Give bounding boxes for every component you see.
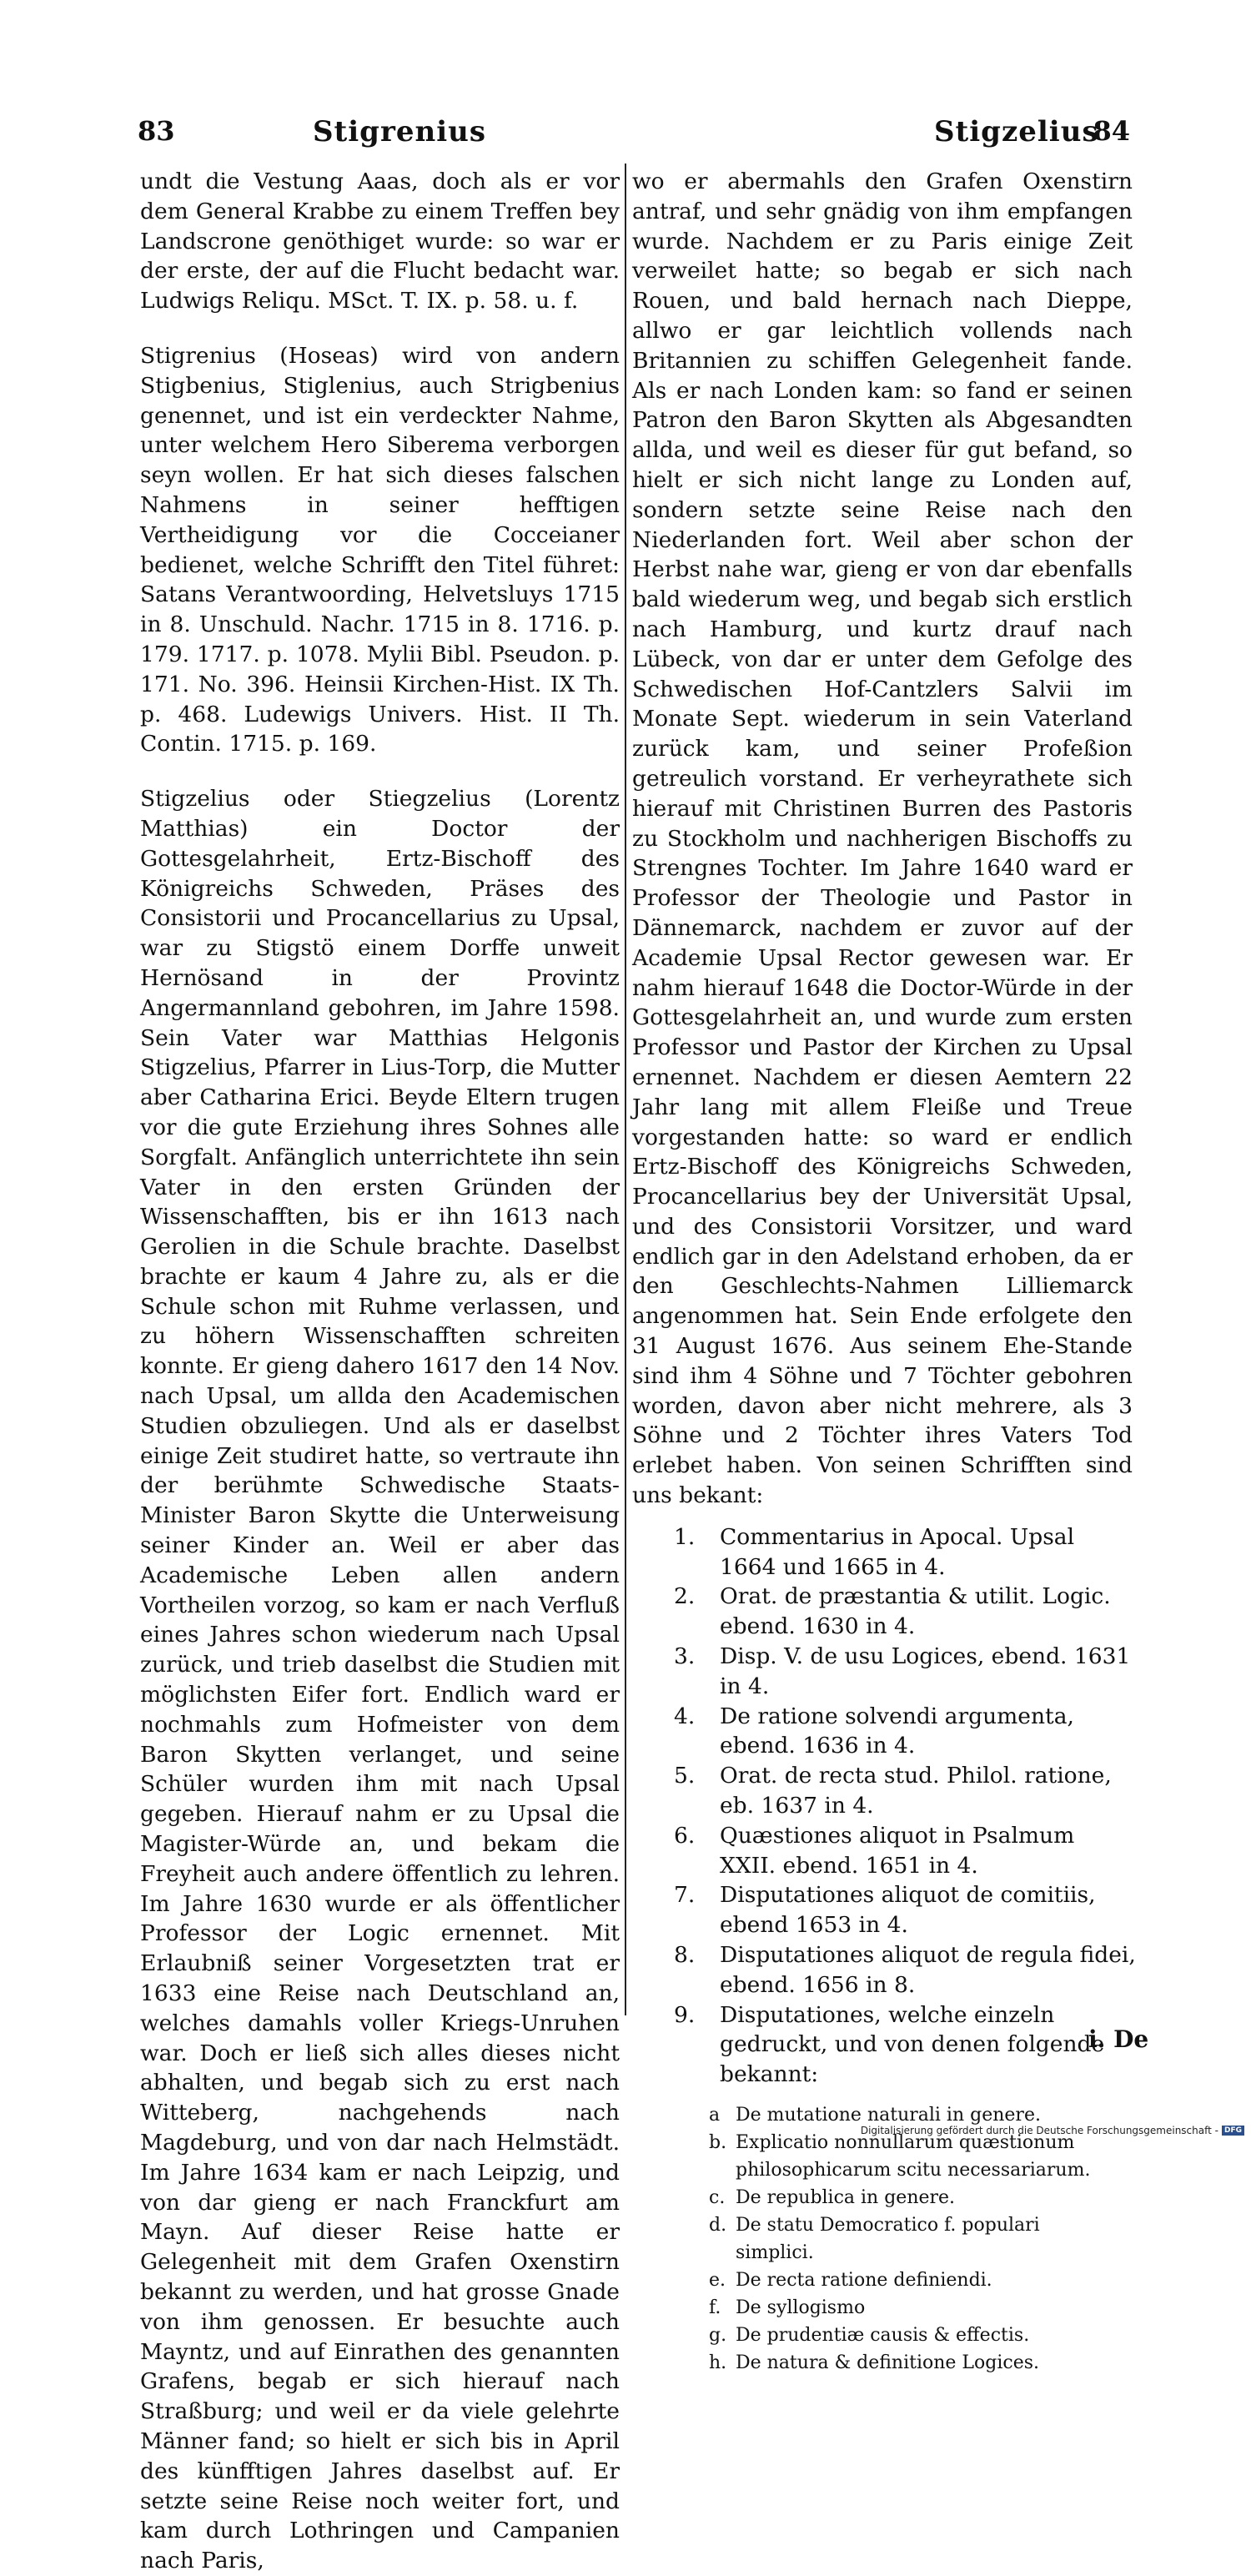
dfg-logo: DFG: [1222, 2126, 1244, 2136]
credit-text: Digitalisierung gefördert durch die Deutsche Forschungsgemeinschaft -: [860, 2125, 1218, 2136]
digitization-credit: [861, 2125, 1244, 2136]
list-item: [674, 1582, 1137, 1642]
item-number: 2.: [674, 1583, 696, 1610]
sub-item-letter: h.: [709, 2352, 727, 2373]
list-item: [674, 1880, 1137, 1940]
item-text: De ratione solvendi argumenta, ebend. 1636 in 4.: [720, 1703, 1074, 1759]
list-item: [674, 1702, 1137, 1762]
left-running-title: Stigrenius: [313, 115, 486, 148]
sub-item-text: De mutatione naturali in genere.: [736, 2105, 1041, 2126]
sub-item-text: De natura & definitione Logices.: [736, 2352, 1040, 2373]
item-text: Disputationes, welche einzeln gedruckt, und von denen folgende bekannt:: [720, 2001, 1105, 2088]
sub-list-item: [709, 2349, 1101, 2377]
left-column: [140, 167, 620, 2576]
item-number: 8.: [674, 1942, 696, 1969]
entry-stigrenius: Stigrenius (Hoseas) wird von andern Stigbenius, Stiglenius, auch Strigbenius genennet, und ist ein verdeckter Nahme, unter welchem Hero Siberema verborgen seyn wollen. Er hat sich dieses falschen Nahmens in seiner hefftigen Vertheidigung vor die Cocceianer bedienet, welche Schrifft den Titel führet: Satans Verantwoording, Helvetsluys 1715 in 8. Unschuld. Nachr. 1715 in 8. 1716. p. 179. 1717. p. 1078. Mylii Bibl. Pseudon. p. 171. No. 396. Heinsii Kirchen-Hist. IX Th. p. 468. Ludewigs Univers. Hist. II Th. Contin. 1715. p. 169.: [140, 342, 620, 757]
sub-item-text: De prudentiæ causis & effectis.: [736, 2325, 1030, 2346]
item-text: Disp. V. de usu Logices, ebend. 1631 in 4.: [720, 1643, 1131, 1699]
item-number: 1.: [674, 1523, 696, 1550]
list-item: [674, 2000, 1137, 2090]
list-item: [674, 1940, 1137, 2000]
item-number: 9.: [674, 2001, 696, 2028]
sub-item-letter: g.: [709, 2325, 727, 2346]
right-column: [632, 167, 1136, 2377]
right-running-title: Stigzelius: [934, 115, 1099, 148]
sub-item-text: Explicatio nonnullarum quæstionum philosophicarum scitu necessariarum.: [736, 2132, 1091, 2181]
item-number: 7.: [674, 1882, 696, 1909]
sub-list-item: [709, 2267, 1101, 2294]
sub-item-letter: a: [709, 2105, 721, 2126]
item-number: 4.: [674, 1703, 696, 1729]
sub-list-item: [709, 2129, 1101, 2184]
sub-list-item: [709, 2184, 1101, 2211]
sub-item-text: De statu Democratico f. populari simplici.: [736, 2215, 1040, 2263]
item-text: Disputationes aliquot de regula fidei, ebend. 1656 in 8.: [720, 1942, 1136, 1998]
item-text: Quæstiones aliquot in Psalmum XXII. ebend. 1651 in 4.: [720, 1822, 1075, 1879]
list-item: [674, 1642, 1137, 1702]
sub-list-item: [709, 2294, 1101, 2322]
sub-item-letter: d.: [709, 2215, 727, 2236]
sub-item-letter: e.: [709, 2270, 726, 2291]
entry-stigzelius: Stigzelius oder Stiegzelius (Lorentz Matthias) ein Doctor der Gottesgelahrheit, Ertz-Bischoff des Königreichs Schweden, Präses des Consistorii und Procancellarius zu Upsal, war zu Stigstö einem Dorffe unweit Hernösand in der Provintz Angermannland gebohren, im Jahre 1598. Sein Vater war Matthias Helgonis Stigzelius, Pfarrer in Lius-Torp, die Mutter aber Catharina Erici. Beyde Eltern trugen vor die gute Erziehung ihres Sohnes alle Sorgfalt. Anfänglich unterrichtete ihn sein Vater in den ersten Gründen der Wissenschafften, bis er ihn 1613 nach Gerolien in die Schule brachte. Daselbst brachte er kaum 4 Jahre zu, als er die Schule schon mit Ruhme verlassen, und zu höhern Wissenschafften schreiten konnte. Er gieng daherο 1617 den 14 Nov. nach Upsal, um allda den Academischen Studien obzuliegen. Und als er daselbst einige Zeit studiret hatte, so vertraute ihn der berühmte Schwedische Staats-Minister Baron Skytte die Unterweisung seiner Kinder an. Weil er aber das Academische Leben allen andern Vortheilen vorzog, so kam er nach Verfluß eines Jahres schon wiederum nach Upsal zurück, und trieb daselbst die Studien mit möglichsten Eifer fort. Endlich ward er nochmahls zum Hofmeister von dem Baron Skytten verlanget, und seine Schüler wurden ihm mit nach Upsal gegeben. Hierauf nahm er zu Upsal die Magister-Würde an, und bekam die Freyheit auch andere öffentlich zu lehren. Im Jahre 1630 wurde er als öffentlicher Professor der Logic ernennet. Mit Erlaubniß seiner Vorgesetzten trat er 1633 eine Reise nach Deutschland an, welches damahls voller Kriegs-Unruhen war. Doch er ließ sich alles dieses nicht abhalten, und begab sich zu erst nach Witteberg, nachgehends nach Magdeburg, und von dar nach Helmstädt. Im Jahre 1634 kam er nach Leipzig, und von dar gieng er nach Franckfurt am Mayn. Auf dieser Reise hatte er Gelegenheit mit dem Grafen Oxenstirn bekannt zu werden, und hat grosse Gnade von ihm genossen. Er besuchte auch Mayntz, und auf Einrathen des genannten Grafens, begab er sich hierauf nach Straßburg; und weil er da viele gelehrte Männer fand; so hielt er sich bis in April des künfftigen Jahres daselbst auf. Er setzte seine Reise noch weiter fort, und kam durch Lothringen und Campanien nach Paris,: [140, 786, 620, 2574]
entry-stigzelius-continued: wo er abermahls den Grafen Oxenstirn antraf, und sehr gnädig von ihm empfangen wurde. Nachdem er zu Paris einige Zeit verweilet hatte; so begab er sich nach Rouen, und bald hernach nach Dieppe, allwo er gar leichtlich vollends nach Britannien zu schiffen Gelegenheit fande. Als er nach Londen kam: so fand er seinen Patron den Baron Skytten als Abgesandten allda, und weil es dieser für gut befand, so hielt er sich nicht lange zu Londen auf, sondern setzte seine Reise nach den Niederlanden fort. Weil aber schon der Herbst nahe war, gieng er von dar ebenfalls bald wiederum weg, und begab sich erstlich nach Hamburg, und kurtz drauf nach Lübeck, von dar er unter dem Gefolge des Schwedischen Hof-Cantzlers Salvii im Monate Sept. wiederum in sein Vaterland zurück kam, und seiner Profeßion getreulich vorstand. Er verheyrathete sich hierauf mit Christinen Burren des Pastoris zu Stockholm und nachherigen Bischoffs zu Strengnes Tochter. Im Jahre 1640 ward er Professor der Theologie und Pastor in Dännemarck, nachdem er zuvor auf der Academie Upsal Rector gewesen war. Er nahm hierauf 1648 die Doctor-Würde in der Gottesgelahrheit an, und wurde zum ersten Professor und Pastor der Kirchen zu Upsal ernennet. Nachdem er diesen Aemtern 22 Jahr lang mit allem Fleiße und Treue vorgestanden hatte: so ward er endlich Ertz-Bischoff des Königreichs Schweden, Procancellarius bey der Universität Upsal, und des Consistorii Vorsitzer, und ward endlich gar in den Adelstand erhoben, da er den Geschlechts-Nahmen Lilliemarck angenommen hat. Sein Ende erfolgete den 31 August 1676. Aus seinem Ehe-Stande sind ihm 4 Söhne und 7 Töchter gebohren worden, davon aber nicht mehrere, als 3 Söhne und 2 Töchter ihres Vaters Tod erlebet haben. Von seinen Schrifften sind uns bekant:: [632, 169, 1133, 1509]
item-text: Orat. de præstantia & utilit. Logic. ebend. 1630 in 4.: [720, 1583, 1111, 1640]
right-page-number: 84: [1093, 115, 1130, 147]
sub-list-item: [709, 2211, 1101, 2267]
running-header: [138, 115, 1130, 165]
item-number: 5.: [674, 1763, 696, 1789]
list-item: [674, 1761, 1137, 1821]
catchword: i. De: [1088, 2025, 1149, 2053]
list-item: [674, 1522, 1137, 1582]
sub-item-letter: c.: [709, 2187, 726, 2208]
sub-list-item: [709, 2322, 1101, 2349]
item-text: Commentarius in Apocal. Upsal 1664 und 1665 in 4.: [720, 1523, 1075, 1580]
sub-item-text: De recta ratione definiendi.: [736, 2270, 992, 2291]
item-number: 3.: [674, 1643, 696, 1670]
sub-item-text: De syllogismo: [736, 2297, 866, 2318]
left-page-number: 83: [138, 115, 175, 147]
works-list: [632, 1522, 1136, 2090]
disputations-sublist: [709, 2101, 1101, 2377]
sub-item-letter: b.: [709, 2132, 727, 2153]
sub-item-letter: f.: [709, 2297, 721, 2318]
item-text: Disputationes aliquot de comitiis, ebend 1653 in 4.: [720, 1882, 1096, 1939]
column-divider: [625, 164, 626, 2015]
sub-item-text: De republica in genere.: [736, 2187, 956, 2208]
list-item: [674, 1821, 1137, 1881]
item-number: 6.: [674, 1822, 696, 1849]
item-text: Orat. de recta stud. Philol. ratione, eb. 1637 in 4.: [720, 1763, 1112, 1819]
intro-paragraph: undt die Vestung Aaas, doch als er vor dem General Krabbe zu einem Treffen bey Landscrone genöthiget wurde: so war er der erste, der auf die Flucht bedacht war. Ludwigs Reliqu. MSct. T. IX. p. 58. u. f.: [140, 169, 620, 314]
